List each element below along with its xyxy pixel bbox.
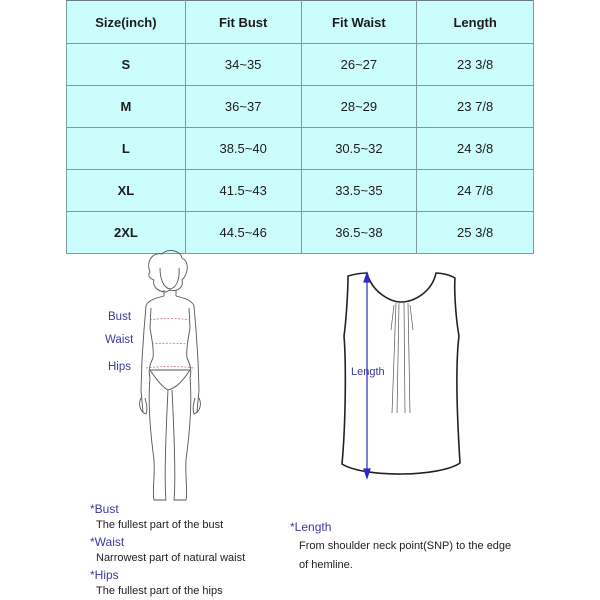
bust-label: Bust <box>108 311 132 323</box>
waist-cell: 26~27 <box>301 44 417 86</box>
size-cell: 2XL <box>67 212 186 254</box>
note-waist-title: *Waist <box>90 535 125 549</box>
length-cell: 24 3/8 <box>417 128 534 170</box>
length-cell: 23 7/8 <box>417 86 534 128</box>
note-length-desc-line1: From shoulder neck point(SNP) to the edge <box>299 540 512 552</box>
header-fit-bust: Fit Bust <box>185 1 301 44</box>
note-length-desc-line2: of hemline. <box>299 559 353 571</box>
waist-cell: 30.5~32 <box>301 128 417 170</box>
bust-cell: 36~37 <box>185 86 301 128</box>
garment-measurement-notes <box>290 519 511 575</box>
bust-cell: 34~35 <box>185 44 301 86</box>
waist-cell: 33.5~35 <box>301 170 417 212</box>
bust-cell: 41.5~43 <box>185 170 301 212</box>
size-cell: L <box>67 128 186 170</box>
bust-cell: 44.5~46 <box>185 212 301 254</box>
hips-label: Hips <box>108 361 132 373</box>
header-length: Length <box>417 1 534 44</box>
length-cell: 24 7/8 <box>417 170 534 212</box>
note-bust-desc: The fullest part of the bust <box>96 519 224 531</box>
header-fit-waist: Fit Waist <box>301 1 417 44</box>
note-hips-desc: The fullest part of the hips <box>96 585 223 597</box>
note-hips-title: *Hips <box>90 568 119 582</box>
bust-cell: 38.5~40 <box>185 128 301 170</box>
length-diagram-label: Length <box>351 366 385 378</box>
note-bust-title: *Bust <box>90 502 119 516</box>
note-waist-desc: Narrowest part of natural waist <box>96 552 246 564</box>
waist-label: Waist <box>105 334 134 346</box>
length-cell: 25 3/8 <box>417 212 534 254</box>
body-measurement-notes <box>90 501 245 599</box>
note-length-title: *Length <box>290 520 332 534</box>
size-cell: S <box>67 44 186 86</box>
header-size: Size(inch) <box>67 1 186 44</box>
size-cell: XL <box>67 170 186 212</box>
waist-cell: 28~29 <box>301 86 417 128</box>
size-cell: M <box>67 86 186 128</box>
length-cell: 23 3/8 <box>417 44 534 86</box>
waist-cell: 36.5~38 <box>301 212 417 254</box>
